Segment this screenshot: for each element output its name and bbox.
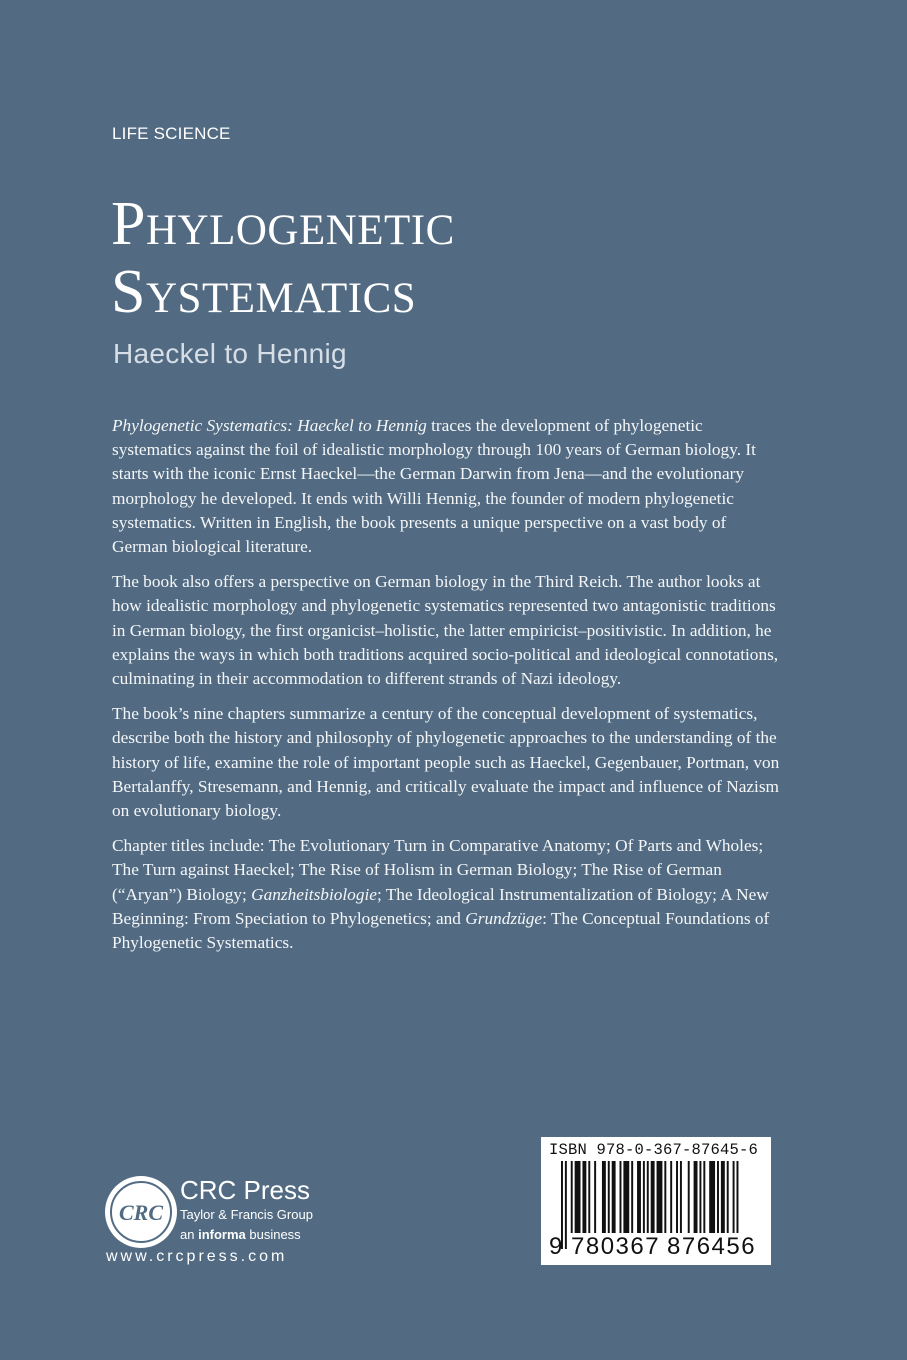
- category-label: LIFE SCIENCE: [112, 124, 231, 143]
- ean-left-digits: 780367: [571, 1233, 661, 1260]
- isbn-barcode: [541, 1137, 771, 1265]
- barcode-bar: [657, 1161, 663, 1233]
- barcode-bar: [664, 1161, 666, 1233]
- barcode-bar: [608, 1161, 610, 1233]
- blurb-p1-text: traces the development of phylogenetic systematics against the foil of idealistic morphology through 100 years of German biology. It starts with the iconic Ernst Haeckel—the German Darwin from Jena—and the evolutionary morphology he developed. It ends with Willi Hennig, the founder of modern phylogenetic systematics. Written in English, the book presents a unique perspective on a vast body of German biological literature.: [112, 416, 756, 557]
- barcode-bar: [620, 1161, 622, 1233]
- isbn-label: ISBN 978-0-367-87645-6: [549, 1141, 759, 1159]
- title-line-2: Systematics: [111, 258, 417, 326]
- blurb-p4-part-c: : The Conceptual Foundations of Phylogenetic Systematics.: [112, 908, 770, 953]
- barcode-bar: [643, 1161, 645, 1233]
- blurb-paragraph-4: [112, 834, 782, 955]
- crc-logo-text: CRC: [118, 1200, 164, 1225]
- blurb-paragraph-3: The book’s nine chapters summarize a century of the conceptual development of systematics, describe both the history and philosophy of phylogenetic approaches to the understanding of the history of life, examine the role of important people such as Haeckel, Gegenbauer, Portman, von Bertalanffy, Stresemann, and Hennig, and critically evaluate the impact and influence of Nazism on evolutionary biology.: [112, 704, 780, 821]
- barcode-bar: [688, 1161, 690, 1233]
- barcode-bar: [676, 1161, 678, 1233]
- barcode-bar: [602, 1161, 606, 1233]
- barcode-bar: [670, 1161, 672, 1233]
- blurb-p4-part-a: Chapter titles include: The Evolutionary Turn in Comparative Anatomy; Of Parts and Wholes; The Turn against Haeckel; The Rise of Holism in German Biology; The Rise of German (“Aryan”) Biology;: [112, 836, 764, 904]
- blurb: [112, 414, 782, 966]
- ean-first-digit: 9: [549, 1233, 563, 1260]
- business-prefix: an: [180, 1227, 199, 1242]
- ean-right-digits: 876456: [667, 1233, 757, 1260]
- publisher-website: www.crcpress.com: [106, 1248, 288, 1265]
- book-subtitle: Haeckel to Hennig: [113, 338, 347, 369]
- barcode-bar: [680, 1161, 682, 1233]
- barcode-bar: [699, 1161, 701, 1233]
- barcode-bar: [717, 1161, 719, 1233]
- blurb-paragraph-2: The book also offers a perspective on German biology in the Third Reich. The author looks at how idealistic morphology and phylogenetic systematics represented two antagonistic traditions in German biology, the first organicist–holistic, the latter empiricist–positivistic. In addition, he explains the ways in which both traditions acquired socio-political and ideological connotations, culminating in their accommodation to different strands of Nazi ideology.: [112, 572, 779, 689]
- barcode-bar: [594, 1161, 596, 1233]
- crc-logo-icon: [104, 1175, 178, 1249]
- barcode-bar: [631, 1161, 633, 1233]
- barcode-bar: [727, 1161, 729, 1233]
- title-line-1: Phylogenetic: [111, 190, 455, 258]
- blurb-p4-italic-2: Grundzüge: [465, 908, 543, 928]
- barcode-bar: [571, 1161, 573, 1233]
- business-bold: informa: [198, 1227, 246, 1242]
- barcode-bar: [694, 1161, 698, 1233]
- business-suffix: business: [245, 1227, 301, 1242]
- publisher-group: Taylor & Francis Group: [180, 1207, 313, 1222]
- publisher-name: CRC Press: [180, 1175, 311, 1205]
- barcode-bar: [588, 1161, 590, 1233]
- book-title: [111, 190, 455, 326]
- barcode-bar: [612, 1161, 616, 1233]
- barcode-bar: [565, 1161, 567, 1249]
- barcode-bar: [623, 1161, 629, 1233]
- publisher-business: [180, 1227, 301, 1242]
- blurb-p4-italic-1: Ganzheitsbiologie: [251, 884, 377, 904]
- barcode-bar: [709, 1161, 715, 1233]
- barcode-bar: [637, 1161, 641, 1233]
- blurb-p4-part-b: ; The Ideological Instrumentalization of Biology; A New Beginning: From Speciation to Phylogenetics; and: [112, 884, 769, 928]
- barcode-bar: [575, 1161, 581, 1233]
- blurb-paragraph-1: [112, 414, 782, 559]
- barcode-bar: [582, 1161, 586, 1233]
- barcode-bar: [703, 1161, 705, 1233]
- barcode-bar: [721, 1161, 725, 1233]
- blurb-book-title: Phylogenetic Systematics: Haeckel to Hennig: [112, 416, 427, 435]
